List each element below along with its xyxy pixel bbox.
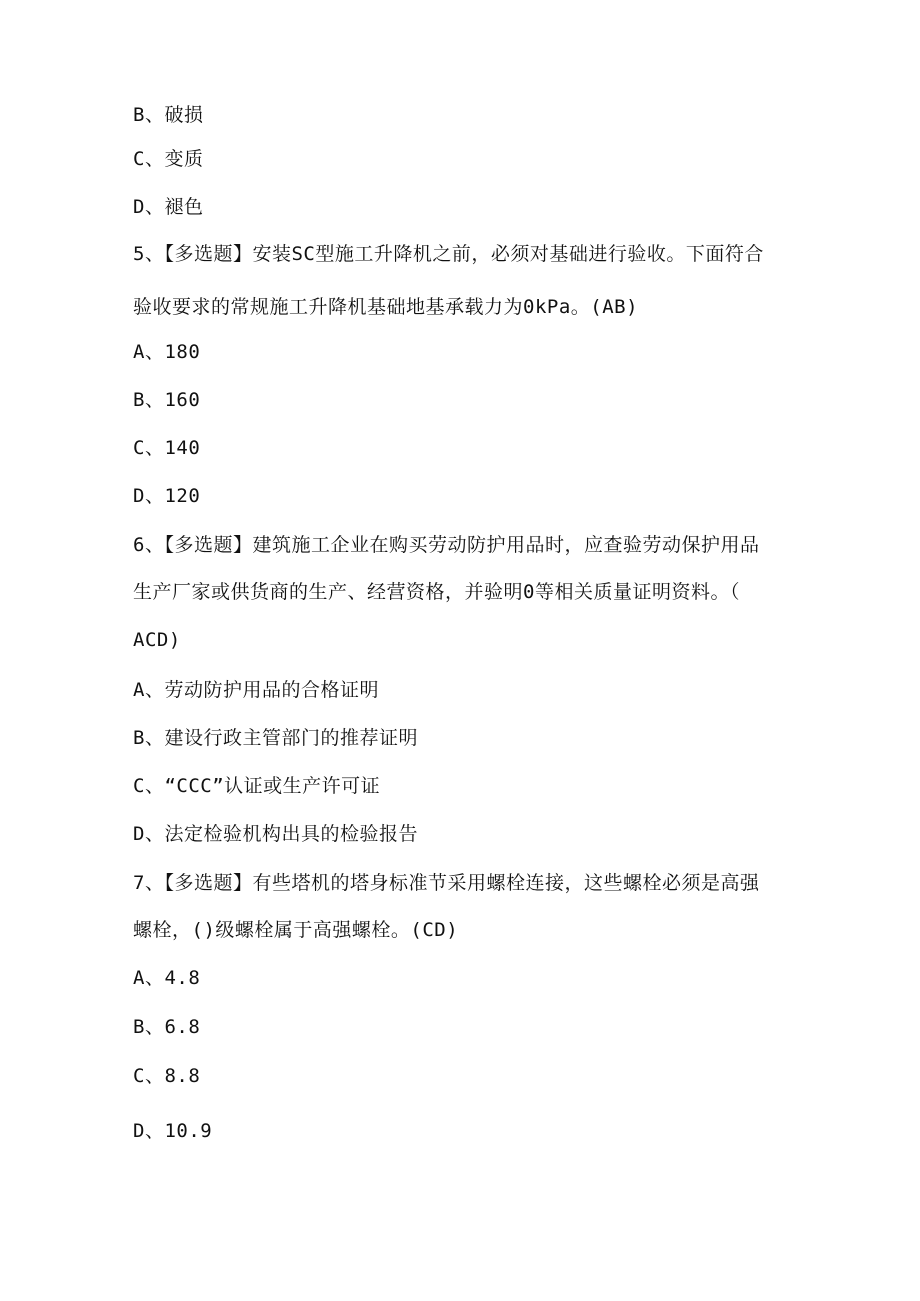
question-6-line-1: 6、【多选题】建筑施工企业在购买劳动防护用品时，应查验劳动保护用品 bbox=[133, 534, 760, 556]
q5-option-a: A、180 bbox=[133, 341, 201, 363]
question-6-line-2: 生产厂家或供货商的生产、经营资格，并验明0等相关质量证明资料。（ bbox=[133, 581, 740, 603]
q7-option-b: B、6.8 bbox=[133, 1016, 201, 1038]
q7-option-c: C、8.8 bbox=[133, 1065, 201, 1087]
option-c-line: C、变质 bbox=[133, 148, 204, 170]
q6-option-b: B、建设行政主管部门的推荐证明 bbox=[133, 727, 418, 749]
question-7-line-1: 7、【多选题】有些塔机的塔身标准节采用螺栓连接，这些螺栓必须是高强 bbox=[133, 872, 760, 894]
question-7-line-2: 螺栓，()级螺栓属于高强螺栓。(CD) bbox=[133, 919, 459, 941]
q5-option-b: B、160 bbox=[133, 389, 201, 411]
option-d-line: D、褪色 bbox=[133, 196, 204, 218]
question-5-line-2: 验收要求的常规施工升降机基础地基承载力为0kPa。(AB) bbox=[133, 296, 639, 318]
q5-option-c: C、140 bbox=[133, 437, 201, 459]
q7-option-a: A、4.8 bbox=[133, 967, 201, 989]
option-b-line: B、破损 bbox=[133, 104, 204, 126]
q6-option-d: D、法定检验机构出具的检验报告 bbox=[133, 823, 418, 845]
question-6-line-3: ACD) bbox=[133, 629, 181, 651]
question-5-line-1: 5、【多选题】安装SC型施工升降机之前，必须对基础进行验收。下面符合 bbox=[133, 243, 764, 265]
q7-option-d: D、10.9 bbox=[133, 1120, 213, 1142]
q6-option-c: C、“CCC”认证或生产许可证 bbox=[133, 775, 381, 797]
q5-option-d: D、120 bbox=[133, 485, 201, 507]
q6-option-a: A、劳动防护用品的合格证明 bbox=[133, 679, 379, 701]
